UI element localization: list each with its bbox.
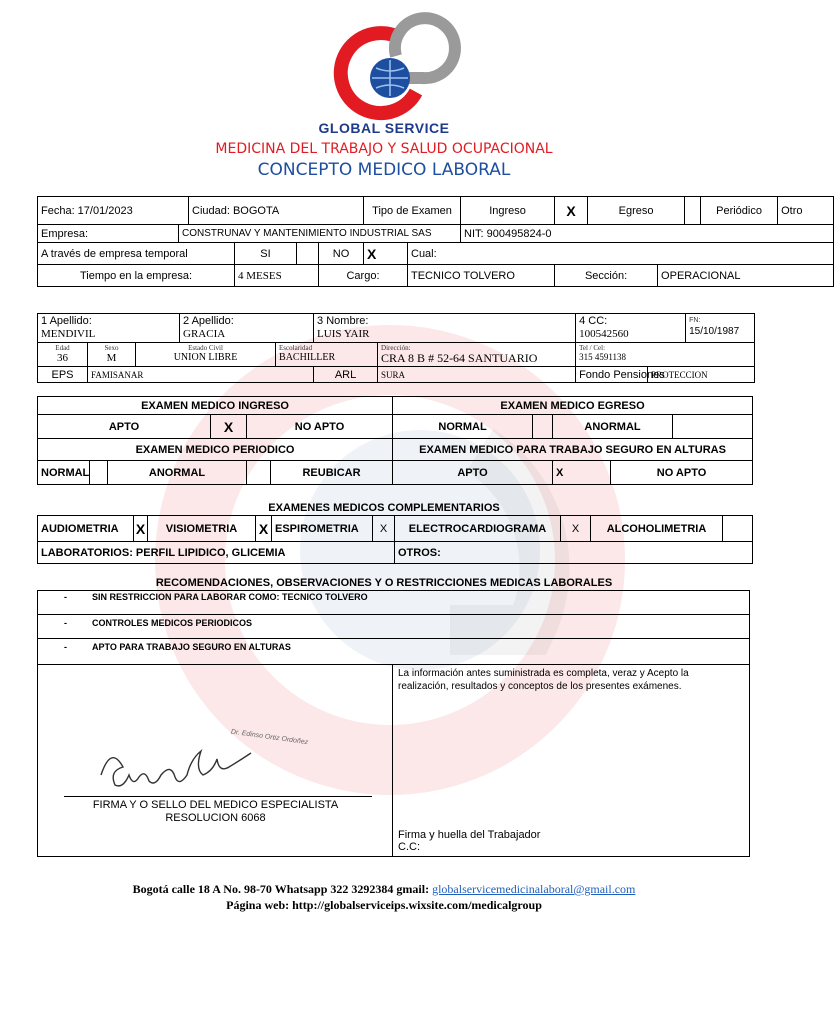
egreso-heading: EXAMEN MEDICO EGRESO: [393, 397, 753, 415]
sexo-value: M: [106, 352, 117, 364]
ingreso-no-apto-label: NO APTO: [247, 415, 393, 439]
sexo-label: Sexo: [104, 344, 119, 352]
empresa-label: Empresa:: [38, 225, 179, 243]
egreso-anormal-mark[interactable]: [673, 415, 753, 439]
egreso-mark[interactable]: [685, 197, 701, 225]
footer-address-text: Bogotá calle 18 A No. 98-70 Whatsapp 322 3292384 gmail:: [132, 882, 430, 896]
edad-label: Edad: [55, 344, 70, 352]
egreso-anormal-label: ANORMAL: [553, 415, 673, 439]
ingreso-apto-mark[interactable]: X: [211, 415, 247, 439]
periodico-anormal-label: ANORMAL: [108, 461, 247, 485]
resolucion-label: RESOLUCION 6068: [165, 812, 266, 824]
ingreso-label: Ingreso: [461, 197, 555, 225]
rec-dash: -: [64, 618, 67, 628]
civil-value: UNION LIBRE: [173, 352, 238, 363]
otros-field[interactable]: OTROS:: [395, 542, 753, 564]
recomendaciones-heading: RECOMENDACIONES, OBSERVACIONES Y O RESTRICCIONES MEDICAS LABORALES: [155, 577, 613, 589]
temporal-label: A través de empresa temporal: [38, 243, 235, 265]
apellido1-value: MENDIVIL: [41, 328, 96, 340]
periodico-normal-mark[interactable]: [90, 461, 108, 485]
no-label: NO: [319, 243, 364, 265]
pension-label: Fondo Pensiones: [576, 367, 648, 383]
medico-signature-cell: [38, 665, 393, 857]
apellido1-label: 1 Apellido:: [41, 315, 92, 327]
egreso-normal-mark[interactable]: [533, 415, 553, 439]
alturas-apto-label: APTO: [393, 461, 553, 485]
signature-line: [64, 796, 372, 797]
ingreso-apto-label: APTO: [38, 415, 211, 439]
no-mark[interactable]: X: [364, 243, 408, 265]
trabajador-cc-label: C.C:: [398, 841, 420, 853]
periodico-label: Periódico: [701, 197, 778, 225]
edad-value: 36: [57, 352, 68, 364]
periodico-reubicar-label: REUBICAR: [271, 461, 393, 485]
periodico-anormal-mark[interactable]: [247, 461, 271, 485]
ingreso-mark[interactable]: X: [555, 197, 588, 225]
apellido2-value: GRACIA: [183, 328, 226, 340]
declaracion-text: La información antes suministrada es completa, veraz y Acepto la realización, resultados y conceptos de los presentes exámenes.: [398, 668, 689, 692]
espirometria-mark[interactable]: X: [373, 516, 395, 542]
tipo-examen-label: Tipo de Examen: [364, 197, 461, 225]
footer-address: [0, 882, 768, 897]
pension-value: PROTECCION: [648, 367, 755, 383]
visiometria-mark[interactable]: X: [256, 516, 272, 542]
page-title: CONCEPTO MEDICO LABORAL: [257, 160, 511, 180]
rec-item-1: SIN RESTRICCION PARA LABORAR COMO: TECNICO TOLVERO: [92, 592, 368, 602]
si-mark[interactable]: [297, 243, 319, 265]
alcoholimetria-label: ALCOHOLIMETRIA: [591, 516, 723, 542]
si-label: SI: [235, 243, 297, 265]
personal-data-table: [37, 313, 755, 383]
page-subtitle: MEDICINA DEL TRABAJO Y SALUD OCUPACIONAL: [215, 141, 553, 157]
rec-dash: -: [64, 592, 67, 602]
cual-field[interactable]: Cual:: [408, 243, 834, 265]
stamp-name: Dr. Edinso Ortiz Ordoñez: [230, 728, 309, 747]
alturas-no-apto-label: NO APTO: [611, 461, 753, 485]
egreso-normal-label: NORMAL: [393, 415, 533, 439]
apellido2-label: 2 Apellido:: [183, 315, 234, 327]
empresa-value: CONSTRUNAV Y MANTENIMIENTO INDUSTRIAL SAS: [179, 225, 461, 243]
alturas-apto-mark[interactable]: X: [553, 461, 611, 485]
exam-results-table: [37, 396, 753, 485]
cargo-value: TECNICO TOLVERO: [408, 265, 555, 287]
espirometria-label: ESPIROMETRIA: [272, 516, 373, 542]
nit-value: NIT: 900495824-0: [461, 225, 834, 243]
tel-label: Tel / Cel:: [579, 344, 606, 352]
visiometria-label: VISIOMETRIA: [148, 516, 256, 542]
eps-label: EPS: [38, 367, 88, 383]
seccion-label: Sección:: [555, 265, 658, 287]
escolaridad-label: Escolaridad: [279, 344, 313, 352]
general-info-table: [37, 196, 834, 287]
footer-email-link[interactable]: globalservicemedicinalaboral@gmail.com: [432, 882, 636, 896]
escolaridad-value: BACHILLER: [279, 352, 336, 363]
cc-label: 4 CC:: [579, 315, 608, 327]
recomendaciones-table: [37, 590, 750, 857]
arl-value: SURA: [378, 367, 576, 383]
cc-value: 100542560: [579, 328, 629, 340]
eps-value: FAMISANAR: [88, 367, 314, 383]
trabajador-signature-cell: [393, 665, 750, 857]
tiempo-label: Tiempo en la empresa:: [38, 265, 235, 287]
direccion-value: CRA 8 B # 52-64 SANTUARIO: [381, 351, 538, 365]
audiometria-label: AUDIOMETRIA: [38, 516, 134, 542]
ingreso-heading: EXAMEN MEDICO INGRESO: [38, 397, 393, 415]
tiempo-value: 4 MESES: [235, 265, 319, 287]
alturas-heading: EXAMEN MEDICO PARA TRABAJO SEGURO EN ALTURAS: [393, 439, 753, 461]
otro-label: Otro: [778, 197, 834, 225]
electro-mark[interactable]: X: [561, 516, 591, 542]
fn-label: FN:: [689, 317, 701, 324]
fn-value: 15/10/1987: [689, 326, 740, 337]
global-service-logo: [336, 26, 432, 122]
ciudad-cell: Ciudad: BOGOTA: [189, 197, 364, 225]
electro-label: ELECTROCARDIOGRAMA: [395, 516, 561, 542]
rec-item-3: APTO PARA TRABAJO SEGURO EN ALTURAS: [92, 642, 291, 652]
complementary-exams-table: [37, 515, 753, 564]
alcoholimetria-mark[interactable]: [723, 516, 753, 542]
audiometria-mark[interactable]: X: [134, 516, 148, 542]
direccion-label: Dirección:: [381, 344, 411, 352]
laboratorios-field: LABORATORIOS: PERFIL LIPIDICO, GLICEMIA: [38, 542, 395, 564]
egreso-label: Egreso: [588, 197, 685, 225]
complementarios-heading: EXAMENES MEDICOS COMPLEMENTARIOS: [268, 502, 500, 514]
brand-name: GLOBAL SERVICE: [318, 120, 450, 136]
footer-website: Página web: http://globalserviceips.wixsite.com/medicalgroup: [226, 898, 542, 912]
nombre-label: 3 Nombre:: [317, 315, 369, 327]
nombre-value: LUIS YAIR: [317, 328, 370, 340]
medico-signature-label: FIRMA Y O SELLO DEL MEDICO ESPECIALISTA: [92, 799, 339, 811]
periodico-normal-label: NORMAL: [38, 461, 90, 485]
arl-label: ARL: [314, 367, 378, 383]
trabajador-signature-label: Firma y huella del Trabajador: [398, 829, 541, 841]
rec-item-2: CONTROLES MEDICOS PERIODICOS: [92, 618, 253, 628]
cargo-label: Cargo:: [319, 265, 408, 287]
seccion-value: OPERACIONAL: [658, 265, 834, 287]
rec-dash: -: [64, 642, 67, 652]
tel-value: 315 4591138: [579, 352, 626, 362]
civil-label: Estado Civil: [188, 344, 223, 352]
periodico-heading: EXAMEN MEDICO PERIODICO: [38, 439, 393, 461]
fecha-cell: Fecha: 17/01/2023: [38, 197, 189, 225]
